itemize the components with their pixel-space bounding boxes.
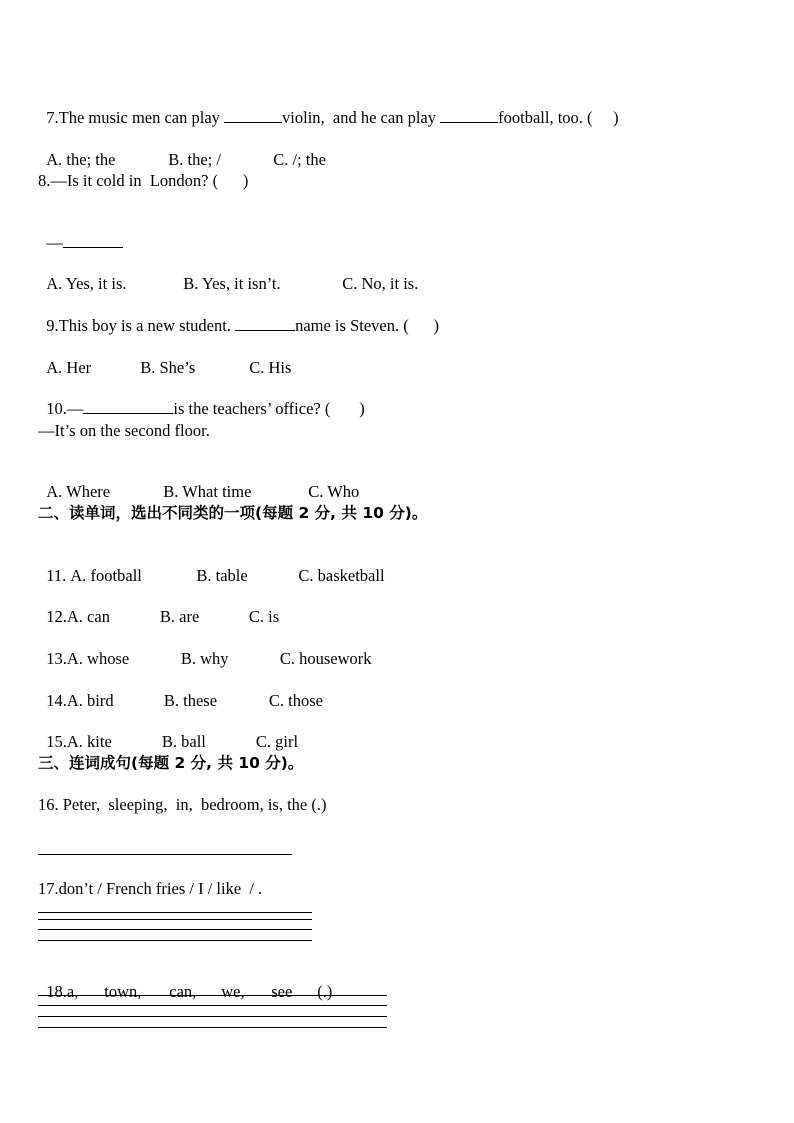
q11-number: 11. xyxy=(46,566,71,585)
q9-text-b: name is Steven. ( ) xyxy=(295,316,439,335)
section-2-heading: 二、读单词，选出不同类的一项(每题 2 分, 共 10 分)。 xyxy=(38,504,428,522)
question-7 xyxy=(38,88,619,128)
q17-answer-line-1[interactable] xyxy=(38,912,312,913)
q13-number: 13. xyxy=(46,649,67,668)
q14-option-a[interactable]: A. bird xyxy=(66,691,114,710)
q8-answer-dash: — xyxy=(46,233,63,252)
q10-text-a: 10.— xyxy=(46,399,84,418)
q10-option-b[interactable]: B. What time xyxy=(163,482,252,501)
question-13 xyxy=(38,629,372,669)
q10-options xyxy=(38,462,359,502)
q7-option-c[interactable]: C. /; the xyxy=(273,150,326,169)
q9-option-b[interactable]: B. She’s xyxy=(140,358,196,377)
q18-word-1: 18.a, xyxy=(46,982,79,1001)
q7-text-b: violin, and he can play xyxy=(282,108,441,127)
q9-text-a: 9.This boy is a new student. xyxy=(46,316,236,335)
q13-option-a[interactable]: A. whose xyxy=(66,649,130,668)
q8-option-a[interactable]: A. Yes, it is. xyxy=(46,274,127,293)
q12-option-c[interactable]: C. is xyxy=(248,607,280,626)
q9-option-a[interactable]: A. Her xyxy=(46,358,92,377)
q18-word-5: see xyxy=(271,982,293,1001)
q7-option-a[interactable]: A. the; the xyxy=(46,150,116,169)
q10-text-b: is the teachers’ office? ( ) xyxy=(173,399,365,418)
question-9 xyxy=(38,296,439,336)
q9-option-c[interactable]: C. His xyxy=(249,358,292,377)
q8-options xyxy=(38,254,418,294)
q14-option-b[interactable]: B. these xyxy=(163,691,218,710)
q15-option-c[interactable]: C. girl xyxy=(255,732,299,751)
q10-answer: —It’s on the second floor. xyxy=(38,421,210,440)
q8-option-c[interactable]: C. No, it is. xyxy=(342,274,419,293)
q7-option-b[interactable]: B. the; / xyxy=(168,150,221,169)
question-14 xyxy=(38,671,323,711)
q7-text-c: football, too. ( ) xyxy=(498,108,619,127)
question-18 xyxy=(38,962,332,1002)
q17-answer-line-3[interactable] xyxy=(38,929,312,930)
q7-blank-2[interactable] xyxy=(440,108,498,123)
q13-option-c[interactable]: C. housework xyxy=(279,649,372,668)
q14-option-c[interactable]: C. those xyxy=(268,691,323,710)
q12-option-b[interactable]: B. are xyxy=(159,607,200,626)
q18-word-3: can, xyxy=(169,982,197,1001)
section-3-heading: 三、连词成句(每题 2 分, 共 10 分)。 xyxy=(38,754,304,772)
q18-answer-line-1[interactable] xyxy=(38,995,387,996)
q9-options xyxy=(38,338,291,378)
question-12 xyxy=(38,587,279,627)
q11-option-c[interactable]: C. basketball xyxy=(298,566,385,585)
q7-blank-1[interactable] xyxy=(224,108,282,123)
q11-option-b[interactable]: B. table xyxy=(196,566,248,585)
q7-options xyxy=(38,130,326,170)
q9-blank[interactable] xyxy=(235,316,295,331)
q13-option-b[interactable]: B. why xyxy=(180,649,229,668)
q17-answer-line-4[interactable] xyxy=(38,940,312,941)
q12-number: 12. xyxy=(46,607,67,626)
q16-answer-line[interactable] xyxy=(38,854,292,855)
q8-blank[interactable] xyxy=(63,233,123,248)
q18-answer-line-4[interactable] xyxy=(38,1027,387,1028)
q18-word-4: we, xyxy=(221,982,245,1001)
q8-option-b[interactable]: B. Yes, it isn’t. xyxy=(183,274,281,293)
q10-option-a[interactable]: A. Where xyxy=(46,482,111,501)
q11-option-a[interactable]: A. football xyxy=(70,566,142,585)
q18-word-6: (.) xyxy=(317,982,333,1001)
q7-text-a: 7.The music men can play xyxy=(46,108,225,127)
question-16: 16. Peter, sleeping, in, bedroom, is, the (.) xyxy=(38,795,327,814)
q10-option-c[interactable]: C. Who xyxy=(308,482,360,501)
q14-number: 14. xyxy=(46,691,67,710)
q18-word-2: town, xyxy=(104,982,142,1001)
q8-answer-line xyxy=(38,213,123,253)
q12-option-a[interactable]: A. can xyxy=(66,607,110,626)
q17-answer-line-2[interactable] xyxy=(38,919,312,920)
question-11 xyxy=(38,546,385,586)
question-15 xyxy=(38,712,298,752)
question-10 xyxy=(38,379,365,419)
q15-number: 15. xyxy=(46,732,67,751)
q15-option-a[interactable]: A. kite xyxy=(66,732,112,751)
q18-answer-line-2[interactable] xyxy=(38,1005,387,1006)
question-8: 8.—Is it cold in London? ( ) xyxy=(38,171,249,190)
q18-answer-line-3[interactable] xyxy=(38,1016,387,1017)
q15-option-b[interactable]: B. ball xyxy=(161,732,206,751)
q10-blank[interactable] xyxy=(83,399,173,414)
question-17: 17.don’t / French fries / I / like / . xyxy=(38,879,263,898)
